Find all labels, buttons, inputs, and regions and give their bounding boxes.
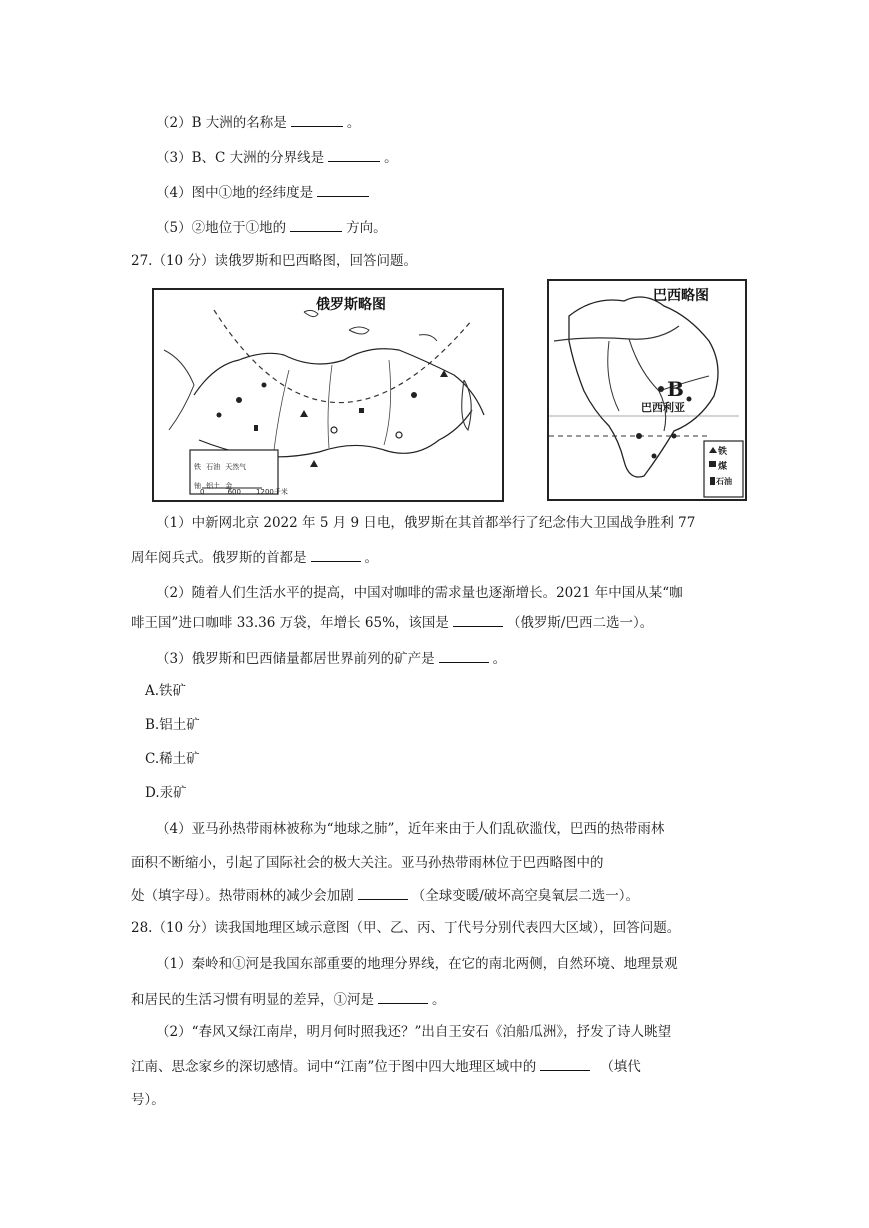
answer-blank[interactable] bbox=[439, 648, 489, 663]
river bbox=[554, 326, 679, 341]
answer-blank[interactable] bbox=[540, 1056, 590, 1071]
mineral-symbol bbox=[652, 454, 657, 459]
island bbox=[419, 335, 437, 341]
brazil-map-drawing bbox=[549, 281, 745, 499]
mineral-symbol bbox=[687, 397, 692, 402]
legend-item: 金 bbox=[225, 482, 233, 490]
russia-map-title: 俄罗斯略图 bbox=[316, 297, 386, 313]
mineral-symbol bbox=[310, 460, 318, 467]
q27-sub1-line2: 周年阅兵式。俄罗斯的首都是 。 bbox=[131, 547, 378, 568]
q27-sub1-line1: （1）中新网北京 2022 年 5 月 9 日电，俄罗斯在其首都举行了纪念伟大卫国战争胜利 77 bbox=[156, 515, 696, 531]
legend-item: 天然气 bbox=[225, 463, 247, 471]
island bbox=[349, 327, 369, 334]
q26-sub4: （4）图中①地的经纬度是 bbox=[156, 182, 373, 203]
north-coast bbox=[194, 349, 484, 415]
q27-sub3: （3）俄罗斯和巴西储量都居世界前列的矿产是 。 bbox=[156, 648, 506, 669]
q27-sub4-line2: 面积不断缩小，引起了国际社会的极大关注。亚马孙热带雨林位于巴西略图中的 bbox=[131, 855, 604, 871]
answer-blank[interactable] bbox=[317, 182, 369, 197]
legend-item: 铁 bbox=[718, 447, 728, 457]
legend-item: 石油 bbox=[206, 463, 221, 471]
answer-blank[interactable] bbox=[453, 612, 503, 627]
mineral-symbol bbox=[411, 392, 417, 398]
option-d[interactable]: D.汞矿 bbox=[145, 785, 187, 801]
mineral-symbol bbox=[254, 425, 258, 431]
q27-sub4-line3: 处（填字母）。热带雨林的减少会加剧 （全球变暖/破坏高空臭氧层二选一）。 bbox=[131, 885, 639, 906]
arctic-circle-line bbox=[214, 310, 472, 403]
route bbox=[629, 339, 666, 431]
q27-sub4-line1: （4）亚马孙热带雨林被称为“地球之肺”，近年来由于人们乱砍滥伐，巴西的热带雨林 bbox=[156, 821, 665, 837]
mineral-symbol bbox=[672, 434, 677, 439]
q27-header: 27.（10 分）读俄罗斯和巴西略图，回答问题。 bbox=[131, 253, 417, 269]
q26-sub3: （3）B、C 大洲的分界线是 。 bbox=[156, 147, 398, 168]
route bbox=[608, 341, 619, 411]
mineral-symbol bbox=[658, 386, 664, 392]
legend-item: 煤 bbox=[718, 462, 728, 472]
river bbox=[274, 370, 289, 450]
russia-map bbox=[152, 288, 504, 502]
mineral-symbol bbox=[300, 410, 308, 417]
europe-coast bbox=[164, 350, 194, 430]
peninsula bbox=[462, 380, 471, 430]
q28-sub2-line2: 江南、思念家乡的深切感情。词中“江南”位于图中四大地理区域中的 （填代 bbox=[131, 1056, 641, 1077]
river bbox=[328, 365, 332, 448]
legend-item: 铝土 bbox=[206, 482, 221, 490]
q28-sub2-line3: 号）。 bbox=[131, 1092, 165, 1108]
mineral-symbol bbox=[262, 383, 267, 388]
q26-sub5: （5）②地位于①地的 方向。 bbox=[156, 217, 387, 238]
answer-blank[interactable] bbox=[291, 112, 343, 127]
option-b[interactable]: B.铝土矿 bbox=[145, 717, 200, 733]
russia-scale: 0 600 1200千米 bbox=[200, 488, 288, 496]
coal-symbol bbox=[709, 461, 716, 467]
mineral-symbol bbox=[217, 413, 222, 418]
answer-blank[interactable] bbox=[378, 989, 428, 1004]
q28-sub1-line1: （1）秦岭和①河是我国东部重要的地理分界线，在它的南北两侧，自然环境、地理景观 bbox=[156, 956, 678, 972]
brazil-label-b: B bbox=[667, 377, 684, 401]
option-c[interactable]: C.稀土矿 bbox=[145, 751, 200, 767]
mineral-symbol bbox=[396, 432, 402, 438]
mineral-symbol bbox=[236, 397, 242, 403]
brazil-map-title: 巴西略图 bbox=[653, 288, 709, 304]
legend-item: 石油 bbox=[716, 477, 732, 486]
q28-header: 28.（10 分）读我国地理区域示意图（甲、乙、丙、丁代号分别代表四大区域），回答问题。 bbox=[131, 920, 681, 936]
mineral-symbol bbox=[331, 427, 337, 433]
q27-sub2-line2: 啡王国”进口咖啡 33.36 万袋，年增长 65%，该国是 （俄罗斯/巴西二选一）。 bbox=[131, 612, 653, 633]
legend-item: 铀 bbox=[194, 482, 201, 490]
q26-sub2: （2）B 大洲的名称是 。 bbox=[156, 112, 360, 133]
mineral-symbol bbox=[636, 433, 642, 439]
option-a[interactable]: A.铁矿 bbox=[145, 683, 187, 699]
q28-sub2-line1: （2）“春风又绿江南岸，明月何时照我还？”出自王安石《泊船瓜洲》，抒发了诗人眺望 bbox=[156, 1024, 672, 1040]
answer-blank[interactable] bbox=[328, 147, 380, 162]
oil-symbol bbox=[710, 477, 715, 485]
brazil-capital-label: 巴西利亚 bbox=[641, 401, 685, 414]
q28-sub1-line2: 和居民的生活习惯有明显的差异，①河是 。 bbox=[131, 989, 446, 1010]
answer-blank[interactable] bbox=[311, 547, 361, 562]
q27-sub2-line1: （2）随着人们生活水平的提高，中国对咖啡的需求量也逐渐增长。2021 年中国从某“咖 bbox=[156, 585, 683, 601]
brazil-outline bbox=[569, 297, 718, 477]
answer-blank[interactable] bbox=[358, 885, 408, 900]
answer-blank[interactable] bbox=[290, 217, 342, 232]
brazil-map bbox=[547, 279, 747, 501]
mineral-symbol bbox=[359, 408, 364, 413]
legend-item: 铁 bbox=[194, 463, 201, 471]
river bbox=[384, 360, 391, 445]
